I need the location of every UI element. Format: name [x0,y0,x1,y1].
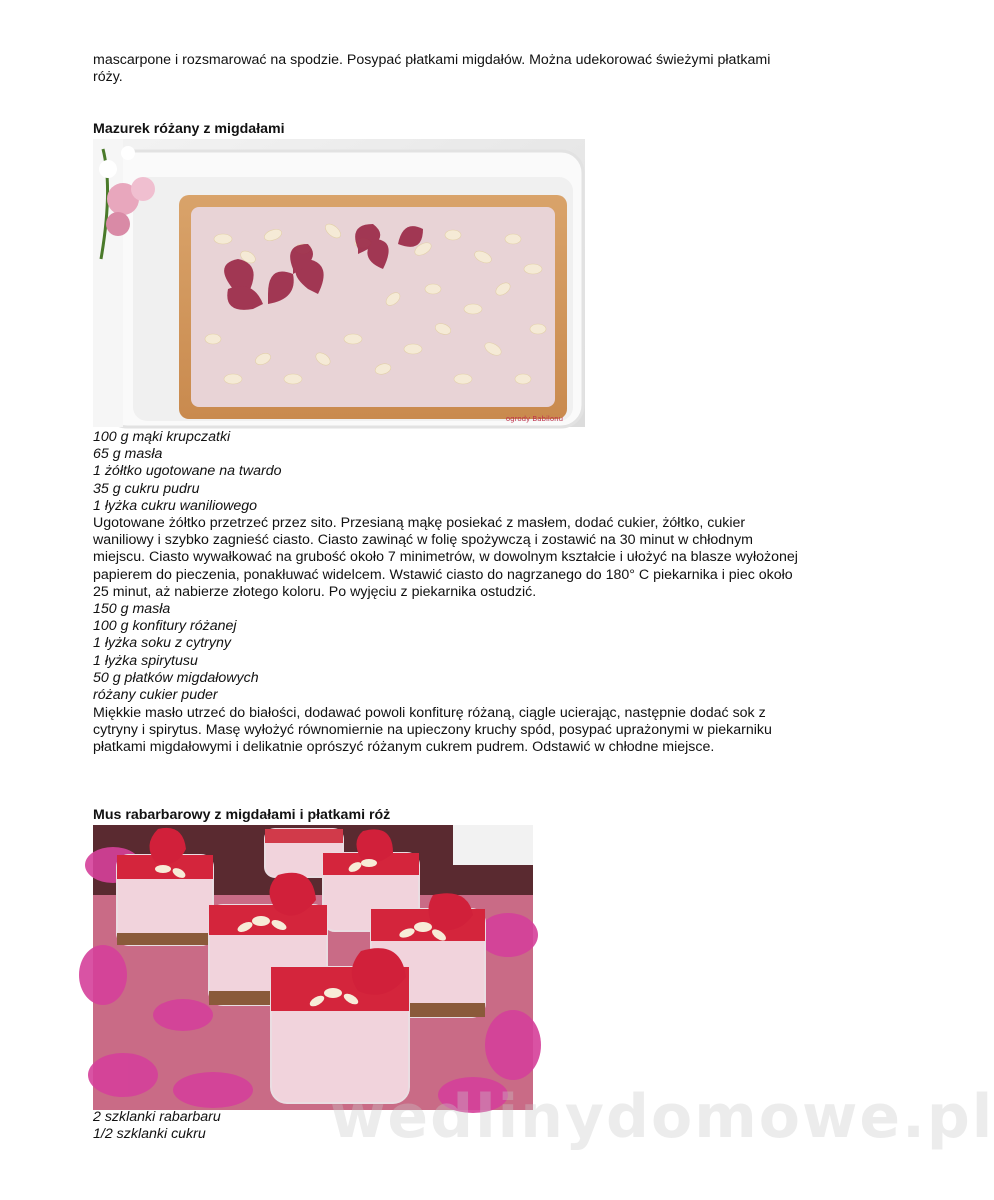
ingredients-list-mousse [93,1109,221,1143]
ingredient-item: 2 szklanki rabarbaru [93,1109,221,1125]
ingredient-item: 100 g konfitury różanej [93,618,237,635]
ingredients-list-dough [93,429,282,515]
intro-paragraph: mascarpone i rozsmarować na spodzie. Posypać płatkami migdałów. Można udekorować świeżymi płatkami róży. [93,52,771,86]
ingredient-item: 1 łyżka cukru waniliowego [93,497,258,514]
ingredient-item: 35 g cukru pudru [93,480,200,497]
ingredient-item: 100 g mąki krupczatki [93,429,231,445]
ingredient-item: 1/2 szklanki cukru [93,1126,206,1143]
photo-caption: ogrody Babilonu [505,415,563,423]
ingredient-item: 1 łyżka soku z cytryny [93,635,231,652]
ingredient-item: 150 g masła [93,601,171,617]
ingredients-list-topping [93,601,259,704]
site-watermark: wedlinydomowe.pl [330,1082,994,1152]
instructions-topping: Miękkie masło utrzeć do białości, dodawać powoli konfiturę różaną, ciągle ucierając, następnie dodać sok z cytryny i spirytus. Masę wyłożyć równomiernie na upieczony kruchy spód, posypać uprażonymi w piekarniku płatkami migdałowymi i delikatnie oprószyć różanym cukrem pudrem. Odstawić w chłodne miejsce. [93,705,772,756]
recipe2-title: Mus rabarbarowy z migdałami i płatkami róż [93,807,391,823]
ingredient-item: różany cukier puder [93,687,218,704]
rhubarb-mousse-photo [93,825,533,1110]
recipe1-title: Mazurek różany z migdałami [93,121,285,137]
ingredient-item: 50 g płatków migdałowych [93,669,259,686]
ingredient-item: 65 g masła [93,446,163,463]
ingredient-item: 1 żółtko ugotowane na twardo [93,463,282,480]
mazurek-photo [93,139,585,427]
instructions-dough: Ugotowane żółtko przetrzeć przez sito. Przesianą mąkę posiekać z masłem, dodać cukier, żółtko, cukier waniliowy i szybko zagnieść ciasto. Ciasto zawinąć w folię spożywczą i zostawić na 30 minut w chłodnym miejscu. Ciasto wywałkować na grubość około 7 minimetrów, w dowolnym kształcie i ułożyć na blasze wyłożonej papierem do pieczenia, ponakłuwać widelcem. Wstawić ciasto do nagrzanego do 180° C piekarnika i piec około 25 minut, aż nabierze złotego koloru. Po wyjęciu z piekarnika ostudzić. [93,515,798,600]
ingredient-item: 1 łyżka spirytusu [93,652,198,669]
